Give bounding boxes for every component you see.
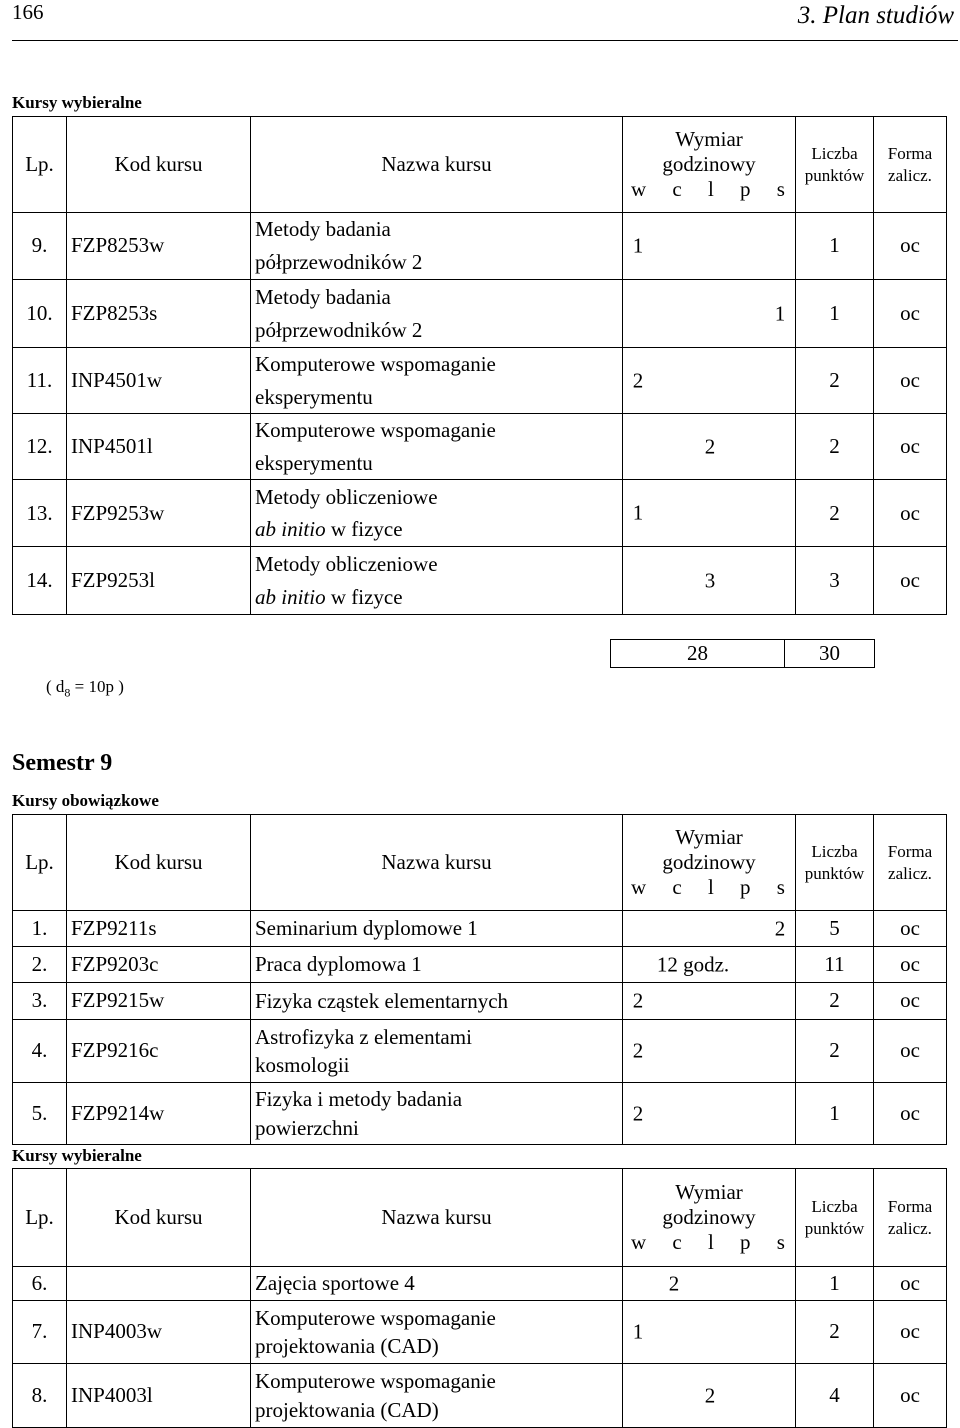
row-name — [251, 480, 623, 547]
row-code: FZP8253s — [67, 280, 251, 348]
header-points-2: punktów — [804, 863, 865, 883]
row-points: 2 — [796, 983, 874, 1020]
row-name-line-1: Komputerowe wspomaganie — [255, 418, 496, 443]
row-name-line-2-text: projektowania (CAD) — [255, 1397, 439, 1422]
table-header-row — [13, 815, 947, 911]
d8-note-prefix: ( d — [46, 677, 65, 696]
row-lp: 12. — [13, 414, 67, 480]
row-points: 2 — [796, 1020, 874, 1083]
table-header-row — [13, 117, 947, 213]
header-form-1: Forma — [887, 144, 933, 164]
table-row — [13, 911, 947, 947]
row-name-line-1: Metody obliczeniowe — [255, 552, 438, 577]
row-hours-l: 2 — [704, 434, 716, 459]
row-name — [251, 983, 623, 1020]
row-hours — [623, 1301, 796, 1364]
row-lp: 7. — [13, 1301, 67, 1364]
row-name-line-2 — [255, 447, 622, 480]
row-points: 5 — [796, 911, 874, 947]
row-name-line-2-text: eksperymentu — [255, 450, 373, 475]
header-name: Nazwa kursu — [251, 815, 623, 911]
row-points: 2 — [796, 480, 874, 547]
row-lp: 5. — [13, 1083, 67, 1145]
row-name-line-2 — [255, 581, 622, 614]
header-hour-types — [623, 875, 795, 900]
row-points: 2 — [796, 1301, 874, 1364]
header-lp: Lp. — [13, 1169, 67, 1267]
row-hours-w: 2 — [632, 1038, 644, 1063]
table-row — [13, 1267, 947, 1301]
row-lp: 1. — [13, 911, 67, 947]
header-form-2: zalicz. — [888, 1218, 932, 1238]
header-c: c — [672, 1230, 682, 1255]
row-hours — [623, 1083, 796, 1145]
row-hours-w: 2 — [632, 988, 644, 1013]
table-row — [13, 947, 947, 983]
row-name-line-2-text: kosmologii — [255, 1053, 350, 1077]
row-form: oc — [874, 547, 947, 615]
row-name — [251, 547, 623, 615]
header-form — [874, 1169, 947, 1267]
header-points-1: Liczba — [811, 144, 858, 164]
header-wymiar-1: Wymiar — [675, 126, 743, 151]
header-code: Kod kursu — [67, 1169, 251, 1267]
row-lp: 8. — [13, 1364, 67, 1428]
header-wymiar-2: godzinowy — [662, 151, 756, 176]
row-name-line-2-text: w fizyce — [325, 517, 403, 542]
row-code — [67, 1267, 251, 1301]
header-hour-types — [623, 1230, 795, 1255]
row-form: oc — [874, 480, 947, 547]
row-form: oc — [874, 983, 947, 1020]
header-p: p — [740, 1230, 751, 1255]
row-name-line-2 — [255, 246, 622, 279]
header-form-2: zalicz. — [888, 863, 932, 883]
row-points: 3 — [796, 547, 874, 615]
total-points: 30 — [785, 640, 875, 668]
header-l: l — [707, 177, 714, 202]
row-form: oc — [874, 1020, 947, 1083]
row-form: oc — [874, 213, 947, 280]
row-name — [251, 414, 623, 480]
row-name-italic: ab initio — [255, 517, 326, 542]
row-lp: 3. — [13, 983, 67, 1020]
row-hours-w: 1 — [632, 233, 644, 258]
header-s: s — [776, 1230, 785, 1255]
header-name: Nazwa kursu — [251, 1169, 623, 1267]
header-name: Nazwa kursu — [251, 117, 623, 213]
elective-courses-table — [12, 116, 947, 615]
row-hours-total: 12 godz. — [656, 951, 730, 976]
header-form-2: zalicz. — [888, 165, 932, 185]
header-code: Kod kursu — [67, 117, 251, 213]
row-hours — [623, 983, 796, 1020]
row-name-line-2-text: eksperymentu — [255, 384, 373, 409]
header-wymiar-2: godzinowy — [662, 1204, 756, 1229]
row-hours-c: 2 — [668, 1270, 680, 1295]
header-form-1: Forma — [887, 1197, 933, 1217]
row-points: 2 — [796, 348, 874, 414]
row-lp: 13. — [13, 480, 67, 547]
running-title: 3. Plan studiów — [797, 2, 954, 29]
header-s: s — [776, 875, 785, 900]
row-hours — [623, 1020, 796, 1083]
row-code: FZP9211s — [67, 911, 251, 947]
header-hour-types — [623, 177, 795, 202]
row-name-line-1: Metody badania — [255, 284, 391, 309]
header-wymiar-1: Wymiar — [675, 824, 743, 849]
row-code: INP4003w — [67, 1301, 251, 1364]
row-name-italic: ab initio — [255, 584, 326, 609]
section-label-elective-top: Kursy wybieralne — [12, 93, 142, 112]
row-name-line-1: Komputerowe wspomaganie — [255, 1369, 496, 1394]
row-points: 1 — [796, 1267, 874, 1301]
table-row — [13, 983, 947, 1020]
section-label-mandatory: Kursy obowiązkowe — [12, 791, 159, 810]
row-lp: 4. — [13, 1020, 67, 1083]
table-row — [13, 1020, 947, 1083]
row-hours — [623, 348, 796, 414]
row-name-line-1: Komputerowe wspomaganie — [255, 1305, 496, 1330]
table-row — [13, 480, 947, 547]
semester-title: Semestr 9 — [12, 750, 113, 776]
row-hours — [623, 414, 796, 480]
row-name-line-1: Komputerowe wspomaganie — [255, 352, 496, 376]
row-code: INP4501l — [67, 414, 251, 480]
section-label-elective-sem9: Kursy wybieralne — [12, 1146, 142, 1165]
row-code: FZP9214w — [67, 1083, 251, 1145]
row-form: oc — [874, 911, 947, 947]
row-name-line-1: Astrofizyka z elementami — [255, 1024, 472, 1049]
elective-courses-sem9-table — [12, 1168, 947, 1428]
row-lp: 9. — [13, 213, 67, 280]
row-lp: 6. — [13, 1267, 67, 1301]
table-row — [13, 213, 947, 280]
header-wymiar-2: godzinowy — [662, 849, 756, 874]
row-lp: 2. — [13, 947, 67, 983]
row-points: 1 — [796, 1083, 874, 1145]
table-row — [13, 348, 947, 414]
row-form: oc — [874, 280, 947, 348]
header-points-1: Liczba — [811, 842, 858, 862]
header-p: p — [740, 177, 751, 202]
row-hours-s: 1 — [774, 300, 786, 325]
header-form-1: Forma — [887, 842, 933, 862]
row-hours — [623, 947, 796, 983]
row-hours-l: 2 — [704, 1382, 716, 1407]
header-wymiar-1: Wymiar — [675, 1179, 743, 1204]
header-c: c — [672, 875, 682, 900]
row-name-line-2-text: w fizyce — [325, 584, 403, 609]
header-points-1: Liczba — [811, 1197, 858, 1217]
row-code: FZP8253w — [67, 213, 251, 280]
header-wymiar — [623, 1169, 796, 1267]
table-row — [13, 547, 947, 615]
row-hours — [623, 1364, 796, 1428]
row-hours — [623, 911, 796, 947]
row-name — [251, 1364, 623, 1428]
row-form: oc — [874, 348, 947, 414]
row-points: 1 — [796, 280, 874, 348]
row-form: oc — [874, 1364, 947, 1428]
table-row — [13, 1083, 947, 1145]
row-code: FZP9253l — [67, 547, 251, 615]
row-code: INP4003l — [67, 1364, 251, 1428]
header-w: w — [631, 177, 647, 202]
header-points-2: punktów — [804, 165, 865, 185]
row-name-line-2-text: powierzchni — [255, 1115, 359, 1140]
row-name — [251, 348, 623, 414]
row-hours — [623, 547, 796, 615]
row-code: INP4501w — [67, 348, 251, 414]
row-hours — [623, 213, 796, 280]
table-row — [13, 1301, 947, 1364]
row-name — [251, 947, 623, 983]
row-hours-w: 2 — [632, 367, 644, 392]
row-lp: 10. — [13, 280, 67, 348]
row-form: oc — [874, 1267, 947, 1301]
table-row — [13, 1364, 947, 1428]
row-lp: 11. — [13, 348, 67, 414]
header-w: w — [631, 875, 647, 900]
row-name-line-2 — [255, 381, 622, 414]
total-hours: 28 — [611, 640, 785, 668]
row-form: oc — [874, 1301, 947, 1364]
row-name-line-2 — [255, 1332, 622, 1360]
table-row — [13, 414, 947, 480]
row-name-line-2 — [255, 1114, 622, 1142]
totals-box — [610, 639, 875, 668]
row-name-line-2 — [255, 1051, 622, 1079]
row-code: FZP9253w — [67, 480, 251, 547]
row-name-line-2 — [255, 314, 622, 347]
header-points — [796, 117, 874, 213]
row-name-line-2 — [255, 513, 622, 546]
header-points-2: punktów — [804, 1218, 865, 1238]
header-form — [874, 117, 947, 213]
row-points: 2 — [796, 414, 874, 480]
row-name-line-2 — [255, 1396, 622, 1424]
row-hours-w: 1 — [632, 500, 644, 525]
row-name — [251, 1020, 623, 1083]
page-number: 166 — [12, 0, 44, 24]
row-name — [251, 911, 623, 947]
row-name-line-2-text: półprzewodników 2 — [255, 317, 423, 342]
row-code: FZP9216c — [67, 1020, 251, 1083]
header-wymiar — [623, 815, 796, 911]
header-points — [796, 815, 874, 911]
row-name-line-2-text: półprzewodników 2 — [255, 250, 423, 274]
row-hours — [623, 280, 796, 348]
row-hours — [623, 480, 796, 547]
row-name-line-1: Metody badania — [255, 217, 391, 242]
row-name-line-1: Praca dyplomowa 1 — [255, 952, 422, 977]
row-code: FZP9203c — [67, 947, 251, 983]
row-points: 11 — [796, 947, 874, 983]
table-row — [13, 280, 947, 348]
header-code: Kod kursu — [67, 815, 251, 911]
row-form: oc — [874, 947, 947, 983]
row-hours-w: 2 — [632, 1100, 644, 1125]
row-name — [251, 280, 623, 348]
row-name-line-2-text: projektowania (CAD) — [255, 1334, 439, 1358]
header-p: p — [740, 875, 751, 900]
header-s: s — [776, 177, 785, 202]
header-w: w — [631, 1230, 647, 1255]
table-header-row — [13, 1169, 947, 1267]
row-name-line-1: Fizyka i metody badania — [255, 1087, 463, 1112]
header-rule — [12, 40, 958, 41]
header-form — [874, 815, 947, 911]
header-c: c — [672, 177, 682, 202]
row-name — [251, 1301, 623, 1364]
row-name-line-1: Zajęcia sportowe 4 — [255, 1271, 415, 1296]
row-hours — [623, 1267, 796, 1301]
row-lp: 14. — [13, 547, 67, 615]
d8-note-sub: 8 — [64, 685, 71, 700]
header-points — [796, 1169, 874, 1267]
row-points: 1 — [796, 213, 874, 280]
row-name-line-1: Metody obliczeniowe — [255, 484, 438, 509]
d8-note — [46, 677, 124, 700]
row-points: 4 — [796, 1364, 874, 1428]
header-l: l — [707, 1230, 714, 1255]
row-form: oc — [874, 1083, 947, 1145]
row-name — [251, 1083, 623, 1145]
header-l: l — [707, 875, 714, 900]
row-hours-l: 3 — [704, 568, 716, 593]
row-hours-w: 1 — [632, 1319, 644, 1344]
d8-note-suffix: = 10p ) — [70, 677, 124, 696]
row-name — [251, 1267, 623, 1301]
row-form: oc — [874, 414, 947, 480]
header-wymiar — [623, 117, 796, 213]
header-lp: Lp. — [13, 815, 67, 911]
row-name-line-1: Fizyka cząstek elementarnych — [255, 988, 509, 1013]
row-name — [251, 213, 623, 280]
mandatory-courses-table — [12, 814, 947, 1145]
row-name-line-1: Seminarium dyplomowe 1 — [255, 916, 478, 941]
header-lp: Lp. — [13, 117, 67, 213]
row-hours-s: 2 — [774, 915, 786, 940]
row-code: FZP9215w — [67, 983, 251, 1020]
